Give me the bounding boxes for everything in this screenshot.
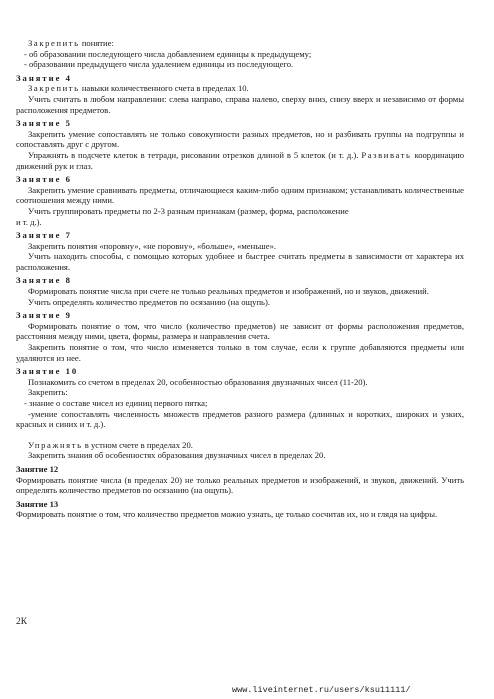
- lesson-11-text: в устном счете в пределах 20.: [82, 439, 193, 450]
- lesson-12-heading: Занятие 12: [16, 463, 59, 474]
- lesson-12-text: Формировать понятие числа (в пределах 20) не только реальных предметов и изображений, и звуков, движений.: [16, 474, 439, 485]
- page-number: 2К: [16, 617, 28, 627]
- lesson-6-heading: Занятие 6: [16, 174, 72, 185]
- spacer: [16, 430, 464, 440]
- lesson-10-heading: Занятие 10: [16, 366, 79, 377]
- lesson-4-heading: Занятие 4: [16, 72, 72, 83]
- lesson-4-lead: Закрепить: [28, 83, 80, 94]
- lesson-5-paragraph: Закрепить умение сопоставлять не только совокупности разных предметов, но и разбивать группы на подгруппы и сопоставлять друг с другом.: [16, 128, 464, 150]
- lesson-5-paragraph: [16, 150, 464, 171]
- lesson-6-paragraph: Учить группировать предметы по 2-3 разным признакам (размер, форма, расположение: [28, 205, 349, 216]
- lesson-8-paragraph: Формировать понятие числа при счете не только реальных предметов и изображений, но и звуков, движений.: [28, 286, 429, 297]
- lesson-7-heading: Занятие 7: [16, 230, 72, 241]
- document-body: [16, 38, 464, 520]
- intro-lead: Закрепить: [28, 38, 80, 48]
- lesson-9-paragraph: Закрепить понятие о том, что число изменяется только в том случае, если к группе добавляются предметы или удаляются из нее.: [16, 342, 464, 363]
- source-watermark: www.liveinternet.ru/users/ksu11111/: [232, 685, 411, 695]
- lesson-6-paragraph: и т. д.).: [16, 216, 42, 227]
- intro-paragraph: [16, 38, 464, 49]
- lesson-7-paragraph: Учить находить способы, с помощью которых удобнее и быстрее считать предметы в зависимости от характера их расположения.: [16, 251, 464, 272]
- lesson-13-heading: Занятие 13: [16, 498, 59, 509]
- intro-rest: понятие:: [79, 38, 114, 48]
- lesson-5-heading: Занятие 5: [16, 118, 72, 129]
- lesson-13-paragraph: Формировать понятие о том, что количество предметов можно узнать, це только сосчитав их, но и глядя на цифры.: [16, 509, 438, 520]
- list-item: - образовании предыдущего числа удалением единицы из последующего.: [24, 59, 294, 70]
- lesson-5-text: Упражнять в подсчете клеток в тетради, рисовании отрезков длиной в 5 клеток (и т. д.).: [28, 149, 359, 160]
- lesson-12-text-2: Учить определять количество предметов по осязанию (на ощупь).: [16, 474, 464, 496]
- lesson-9-heading: Занятие 9: [16, 310, 72, 321]
- lesson-9-paragraph: Формировать понятие о том, что число (количество предметов) не зависит от формы расположения предметов, расстояния между ними, цвета, формы, размера и направления счета.: [16, 320, 464, 342]
- lesson-12-paragraph: [16, 475, 464, 496]
- list-item: -умение сопоставлять численность множеств предметов разного размера (длинных и коротких, широких и узких, красных и синих и т. д.).: [16, 408, 464, 430]
- lesson-10-paragraph: Закрепить:: [28, 387, 68, 398]
- list-item: - об образовании последующего числа добавлением единицы к предыдущему;: [24, 48, 312, 59]
- lesson-8-heading: Занятие 8: [16, 275, 72, 286]
- lesson-4-text: навыки количественного счета в пределах 10.: [79, 83, 249, 94]
- lesson-5-lead: Развивать: [361, 149, 412, 160]
- lesson-10-paragraph: Познакомить со счетом в пределах 20, особенностью образования двузначных чисел (11-20).: [28, 376, 368, 387]
- lesson-4-paragraph: [16, 83, 464, 94]
- lesson-11-paragraph: [16, 440, 464, 451]
- list-item: - знание о составе чисел из единиц первого пятка;: [24, 398, 208, 408]
- lesson-6-paragraph: Закрепить умение сравнивать предметы, отличающиеся каким-либо одним признаком; устанавливать количественные соотношения между ними.: [16, 184, 464, 206]
- lesson-5-text-end: координацию движений рук и глаз.: [16, 149, 464, 171]
- lesson-7-paragraph: Закрепить понятия «поровну», «не поровну», «больше», «меньше».: [28, 240, 277, 251]
- lesson-11-paragraph: Закрепить знания об особенностях образования двузначных чисел в пределах 20.: [28, 450, 326, 461]
- lesson-4-paragraph: Учить считать в любом направлении: слева направо, справа налево, сверху вниз, снизу вверх и независимо от формы расположения предметов.: [16, 93, 464, 115]
- lesson-8-paragraph: Учить определять количество предметов по осязанию (на ощупь).: [28, 296, 270, 307]
- lesson-11-lead: Упражнять: [28, 439, 83, 450]
